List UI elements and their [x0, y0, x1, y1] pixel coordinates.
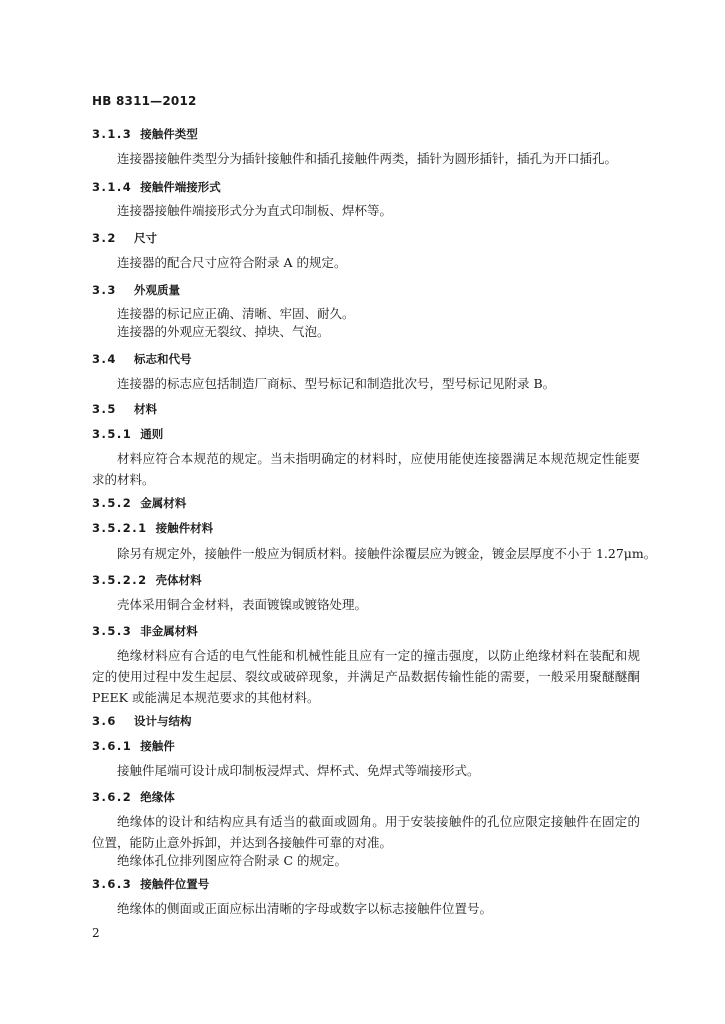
standard-header: HB 8311—2012 — [92, 94, 197, 108]
para-materials-general: 材料应符合本规范的规定。当未指明确定的材料时，应使用能使连接器满足本规范规定性能要求的材料。 — [92, 451, 640, 487]
para-contact-design: 接触件尾端可设计成印制板浸焊式、焊杯式、免焊式等端接形式。 — [117, 763, 480, 778]
heading-3-6-1: 3.6.1 接触件 — [92, 739, 175, 753]
heading-3-2: 3.2 尺寸 — [92, 231, 157, 245]
para-position-number: 绝缘体的侧面或正面应标出清晰的字母或数字以标志接触件位置号。 — [117, 901, 493, 916]
para-contact-types: 连接器接触件类型分为插针接触件和插孔接触件两类，插针为圆形插针，插孔为开口插孔。 — [117, 151, 618, 166]
heading-3-5-2-1: 3.5.2.1 接触件材料 — [92, 521, 214, 535]
heading-3-1-4: 3.1.4 接触件端接形式 — [92, 180, 221, 194]
heading-3-5-2-2: 3.5.2.2 壳体材料 — [92, 573, 202, 587]
para-marking: 连接器的标志应包括制造厂商标、型号标记和制造批次号，型号标记见附录 B。 — [117, 376, 556, 391]
heading-3-6-3: 3.6.3 接触件位置号 — [92, 877, 210, 891]
para-nonmetal-material: 绝缘材料应有合适的电气性能和机械性能且应有一定的撞击强度，以防止绝缘材料在装配和规定的使用过程中发生起层、裂纹或破碎现象，并满足产品数据传输性能的需要，一般采用聚醚醚酮 PEEK 或能满足本规范要求的其他材料。 — [92, 648, 640, 705]
page-number: 2 — [92, 926, 100, 940]
heading-3-4: 3.4 标志和代号 — [92, 352, 192, 366]
para-marking-quality: 连接器的标记应正确、清晰、牢固、耐久。 — [117, 306, 355, 321]
para-appearance: 连接器的外观应无裂纹、掉块、气泡。 — [117, 324, 330, 339]
heading-3-6: 3.6 设计与结构 — [92, 714, 192, 728]
heading-3-5: 3.5 材料 — [92, 402, 157, 416]
para-insulator-design: 绝缘体的设计和结构应具有适当的截面或圆角。用于安装接触件的孔位应限定接触件在固定的位置，能防止意外拆卸，并达到各接触件可靠的对准。 — [92, 814, 640, 850]
heading-3-6-2: 3.6.2 绝缘体 — [92, 790, 175, 804]
heading-3-5-3: 3.5.3 非金属材料 — [92, 624, 198, 638]
heading-3-1-3: 3.1.3 接触件类型 — [92, 127, 198, 141]
heading-3-3: 3.3 外观质量 — [92, 283, 180, 297]
heading-3-5-1: 3.5.1 通则 — [92, 427, 164, 441]
heading-3-5-2: 3.5.2 金属材料 — [92, 496, 187, 510]
para-termination: 连接器接触件端接形式分为直式印制板、焊杯等。 — [117, 203, 393, 218]
para-contact-material: 除另有规定外，接触件一般应为铜质材料。接触件涂覆层应为镀金，镀金层厚度不小于 1.27μm。 — [117, 546, 657, 561]
para-dimensions: 连接器的配合尺寸应符合附录 A 的规定。 — [117, 255, 347, 270]
para-shell-material: 壳体采用铜合金材料，表面镀镍或镀铬处理。 — [117, 597, 368, 612]
para-insulator-layout: 绝缘体孔位排列图应符合附录 C 的规定。 — [117, 853, 348, 868]
